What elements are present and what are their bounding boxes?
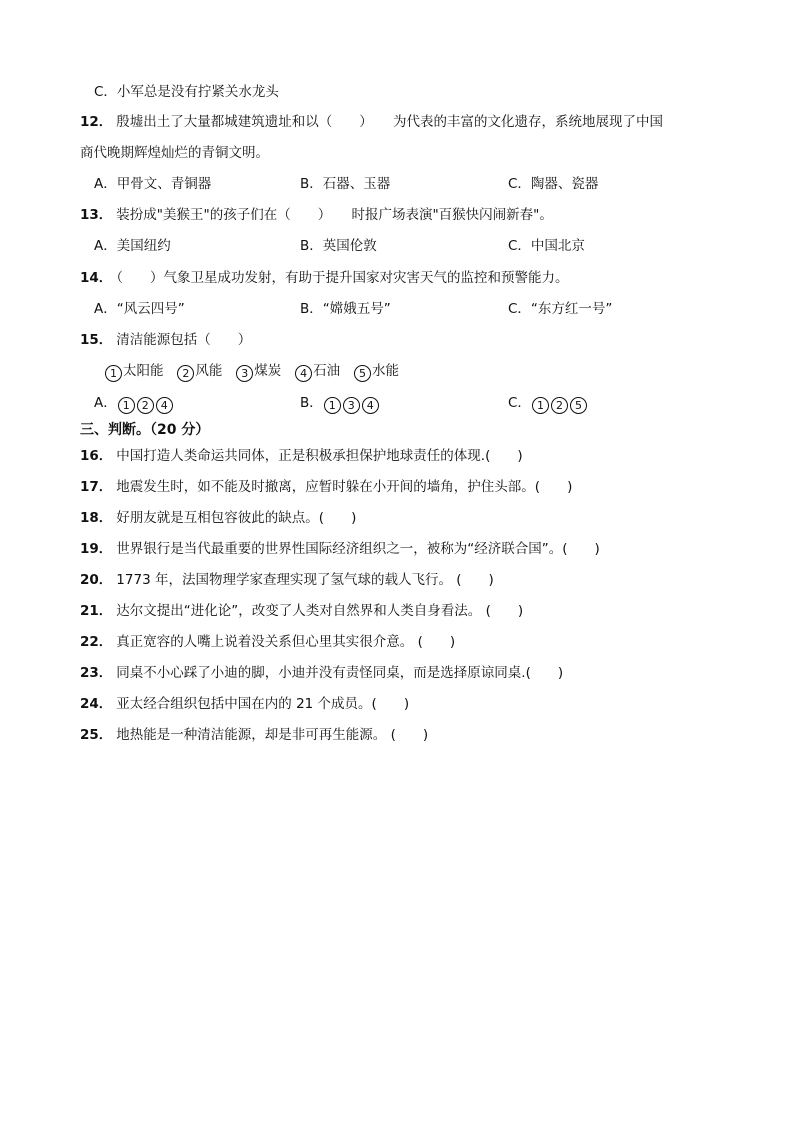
q15-number: 15． bbox=[80, 332, 113, 348]
circled-5: 5 bbox=[570, 397, 587, 414]
circled-4: 4 bbox=[362, 397, 379, 414]
q15-option-a-prefix: A． bbox=[94, 395, 117, 411]
q12-option-c: C．陶器、瓷器 bbox=[508, 176, 599, 192]
q15-item: 石油 bbox=[313, 363, 341, 379]
q24-number: 24． bbox=[80, 696, 113, 712]
q23-line bbox=[80, 663, 563, 683]
q23-text: 同桌不小心踩了小迪的脚，小迪并没有责怪同桌，而是选择原谅同桌.( ) bbox=[116, 665, 564, 681]
q14-number: 14． bbox=[80, 270, 113, 286]
q20-line bbox=[80, 570, 494, 590]
q12-option-a: A．甲骨文、青铜器 bbox=[94, 176, 212, 192]
q15-item: 太阳能 bbox=[123, 363, 164, 379]
q11-option-c: C．小军总是没有拧紧关水龙头 bbox=[94, 84, 279, 100]
section-3-heading: 三、判断。（20 分） bbox=[80, 422, 210, 438]
q19-line bbox=[80, 539, 600, 559]
q21-text: 达尔文提出“进化论”，改变了人类对自然界和人类自身看法。 ( ) bbox=[116, 603, 524, 619]
q12-text: 殷墟出土了大量都城建筑遗址和以（ ） 为代表的丰富的文化遗存，系统地展现了中国 bbox=[116, 114, 664, 130]
q15-option-b bbox=[300, 393, 380, 414]
q24-line bbox=[80, 694, 409, 714]
q14-line bbox=[80, 268, 569, 288]
q12-continuation: 商代晚期辉煌灿烂的青铜文明。 bbox=[80, 145, 269, 161]
q22-line bbox=[80, 632, 455, 652]
circled-2: 2 bbox=[177, 365, 194, 382]
q16-text: 中国打造人类命运共同体，正是积极承担保护地球责任的体现.( ) bbox=[116, 448, 523, 464]
q25-line bbox=[80, 725, 428, 745]
q20-number: 20． bbox=[80, 572, 113, 588]
q15-option-c bbox=[508, 393, 588, 414]
circled-3: 3 bbox=[343, 397, 360, 414]
q14-option-b: B．“嫦娥五号” bbox=[300, 301, 391, 317]
q18-line bbox=[80, 508, 356, 528]
q13-number: 13． bbox=[80, 207, 113, 223]
q17-number: 17． bbox=[80, 479, 113, 495]
q13-line bbox=[80, 205, 553, 225]
q15-option-c-prefix: C． bbox=[508, 395, 531, 411]
q17-line bbox=[80, 477, 572, 497]
circled-4: 4 bbox=[295, 365, 312, 382]
q12-option-b: B．石器、玉器 bbox=[300, 176, 391, 192]
q19-number: 19． bbox=[80, 541, 113, 557]
q23-number: 23． bbox=[80, 665, 113, 681]
circled-1: 1 bbox=[105, 365, 122, 382]
circled-2: 2 bbox=[137, 397, 154, 414]
q15-item: 风能 bbox=[195, 363, 223, 379]
q15-option-b-prefix: B． bbox=[300, 395, 323, 411]
q17-text: 地震发生时，如不能及时撤离，应暂时躲在小开间的墙角，护住头部。( ) bbox=[116, 479, 573, 495]
q13-text: 装扮成"美猴王"的孩子们在（ ） 时报广场表演"百猴快闪闹新春"。 bbox=[116, 207, 553, 223]
q18-number: 18． bbox=[80, 510, 113, 526]
q20-text: 1773 年，法国物理学家查理实现了氢气球的载人飞行。 ( ) bbox=[116, 572, 494, 588]
circled-1: 1 bbox=[118, 397, 135, 414]
circled-2: 2 bbox=[551, 397, 568, 414]
q15-option-a bbox=[94, 393, 174, 414]
q18-text: 好朋友就是互相包容彼此的缺点。( ) bbox=[116, 510, 357, 526]
q12-number: 12． bbox=[80, 114, 113, 130]
q15-items bbox=[104, 361, 399, 382]
circled-5: 5 bbox=[354, 365, 371, 382]
q21-number: 21． bbox=[80, 603, 113, 619]
q25-text: 地热能是一种清洁能源，却是非可再生能源。 ( ) bbox=[116, 727, 429, 743]
circled-3: 3 bbox=[236, 365, 253, 382]
q24-text: 亚太经合组织包括中国在内的 21 个成员。( ) bbox=[116, 696, 410, 712]
circled-1: 1 bbox=[532, 397, 549, 414]
q16-number: 16． bbox=[80, 448, 113, 464]
q13-option-c: C．中国北京 bbox=[508, 238, 585, 254]
circled-4: 4 bbox=[156, 397, 173, 414]
q15-line bbox=[80, 330, 251, 350]
q14-option-a: A．“风云四号” bbox=[94, 301, 185, 317]
q15-item: 煤炭 bbox=[254, 363, 282, 379]
q14-option-c: C．“东方红一号” bbox=[508, 301, 613, 317]
q13-option-a: A．美国纽约 bbox=[94, 238, 171, 254]
q14-text: （ ）气象卫星成功发射，有助于提升国家对灾害天气的监控和预警能力。 bbox=[116, 270, 569, 286]
q15-text: 清洁能源包括（ ） bbox=[116, 332, 252, 348]
q12-line bbox=[80, 112, 663, 132]
q13-option-b: B．英国伦敦 bbox=[300, 238, 377, 254]
q22-number: 22． bbox=[80, 634, 113, 650]
circled-1: 1 bbox=[324, 397, 341, 414]
q15-item: 水能 bbox=[372, 363, 399, 379]
q19-text: 世界银行是当代最重要的世界性国际经济组织之一，被称为“经济联合国”。( ) bbox=[116, 541, 600, 557]
q25-number: 25． bbox=[80, 727, 113, 743]
q16-line bbox=[80, 446, 523, 466]
q21-line bbox=[80, 601, 523, 621]
q22-text: 真正宽容的人嘴上说着没关系但心里其实很介意。 ( ) bbox=[116, 634, 456, 650]
